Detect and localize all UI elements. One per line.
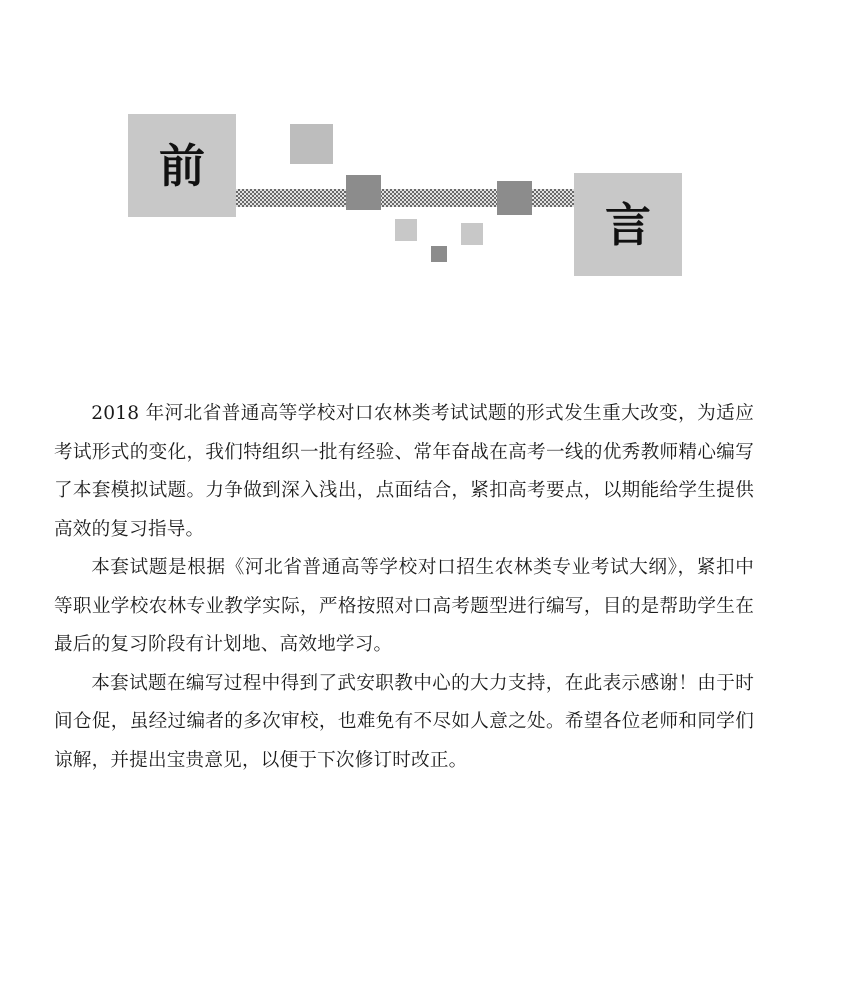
decorative-square (431, 246, 447, 262)
decorative-square (346, 175, 381, 210)
decorative-square (497, 181, 532, 215)
preface-header-decoration (0, 0, 847, 300)
decorative-square (461, 223, 483, 245)
decorative-square (290, 124, 333, 164)
preface-paragraph-1: 2018 年河北省普通高等学校对口农林类考试试题的形式发生重大改变，为适应考试形式的变化，我们特组织一批有经验、常年奋战在高考一线的优秀教师精心编写了本套模拟试题。力争做到深入浅出，点面结合，紧扣高考要点，以期能给学生提供高效的复习指导。 (54, 403, 754, 540)
decorative-square (395, 219, 417, 241)
title-box-right (574, 173, 682, 276)
title-char-left: 前 (159, 138, 205, 193)
title-box-left (128, 114, 236, 217)
preface-body (54, 395, 754, 780)
title-char-right: 言 (605, 197, 651, 252)
preface-paragraph-2: 本套试题是根据《河北省普通高等学校对口招生农林类专业考试大纲》，紧扣中等职业学校农林专业教学实际，严格按照对口高考题型进行编写，目的是帮助学生在最后的复习阶段有计划地、高效地学习。 (54, 557, 754, 655)
preface-paragraph-3: 本套试题在编写过程中得到了武安职教中心的大力支持，在此表示感谢！由于时间仓促，虽经过编者的多次审校，也难免有不尽如人意之处。希望各位老师和同学们谅解，并提出宝贵意见，以便于下次修订时改正。 (54, 672, 754, 771)
